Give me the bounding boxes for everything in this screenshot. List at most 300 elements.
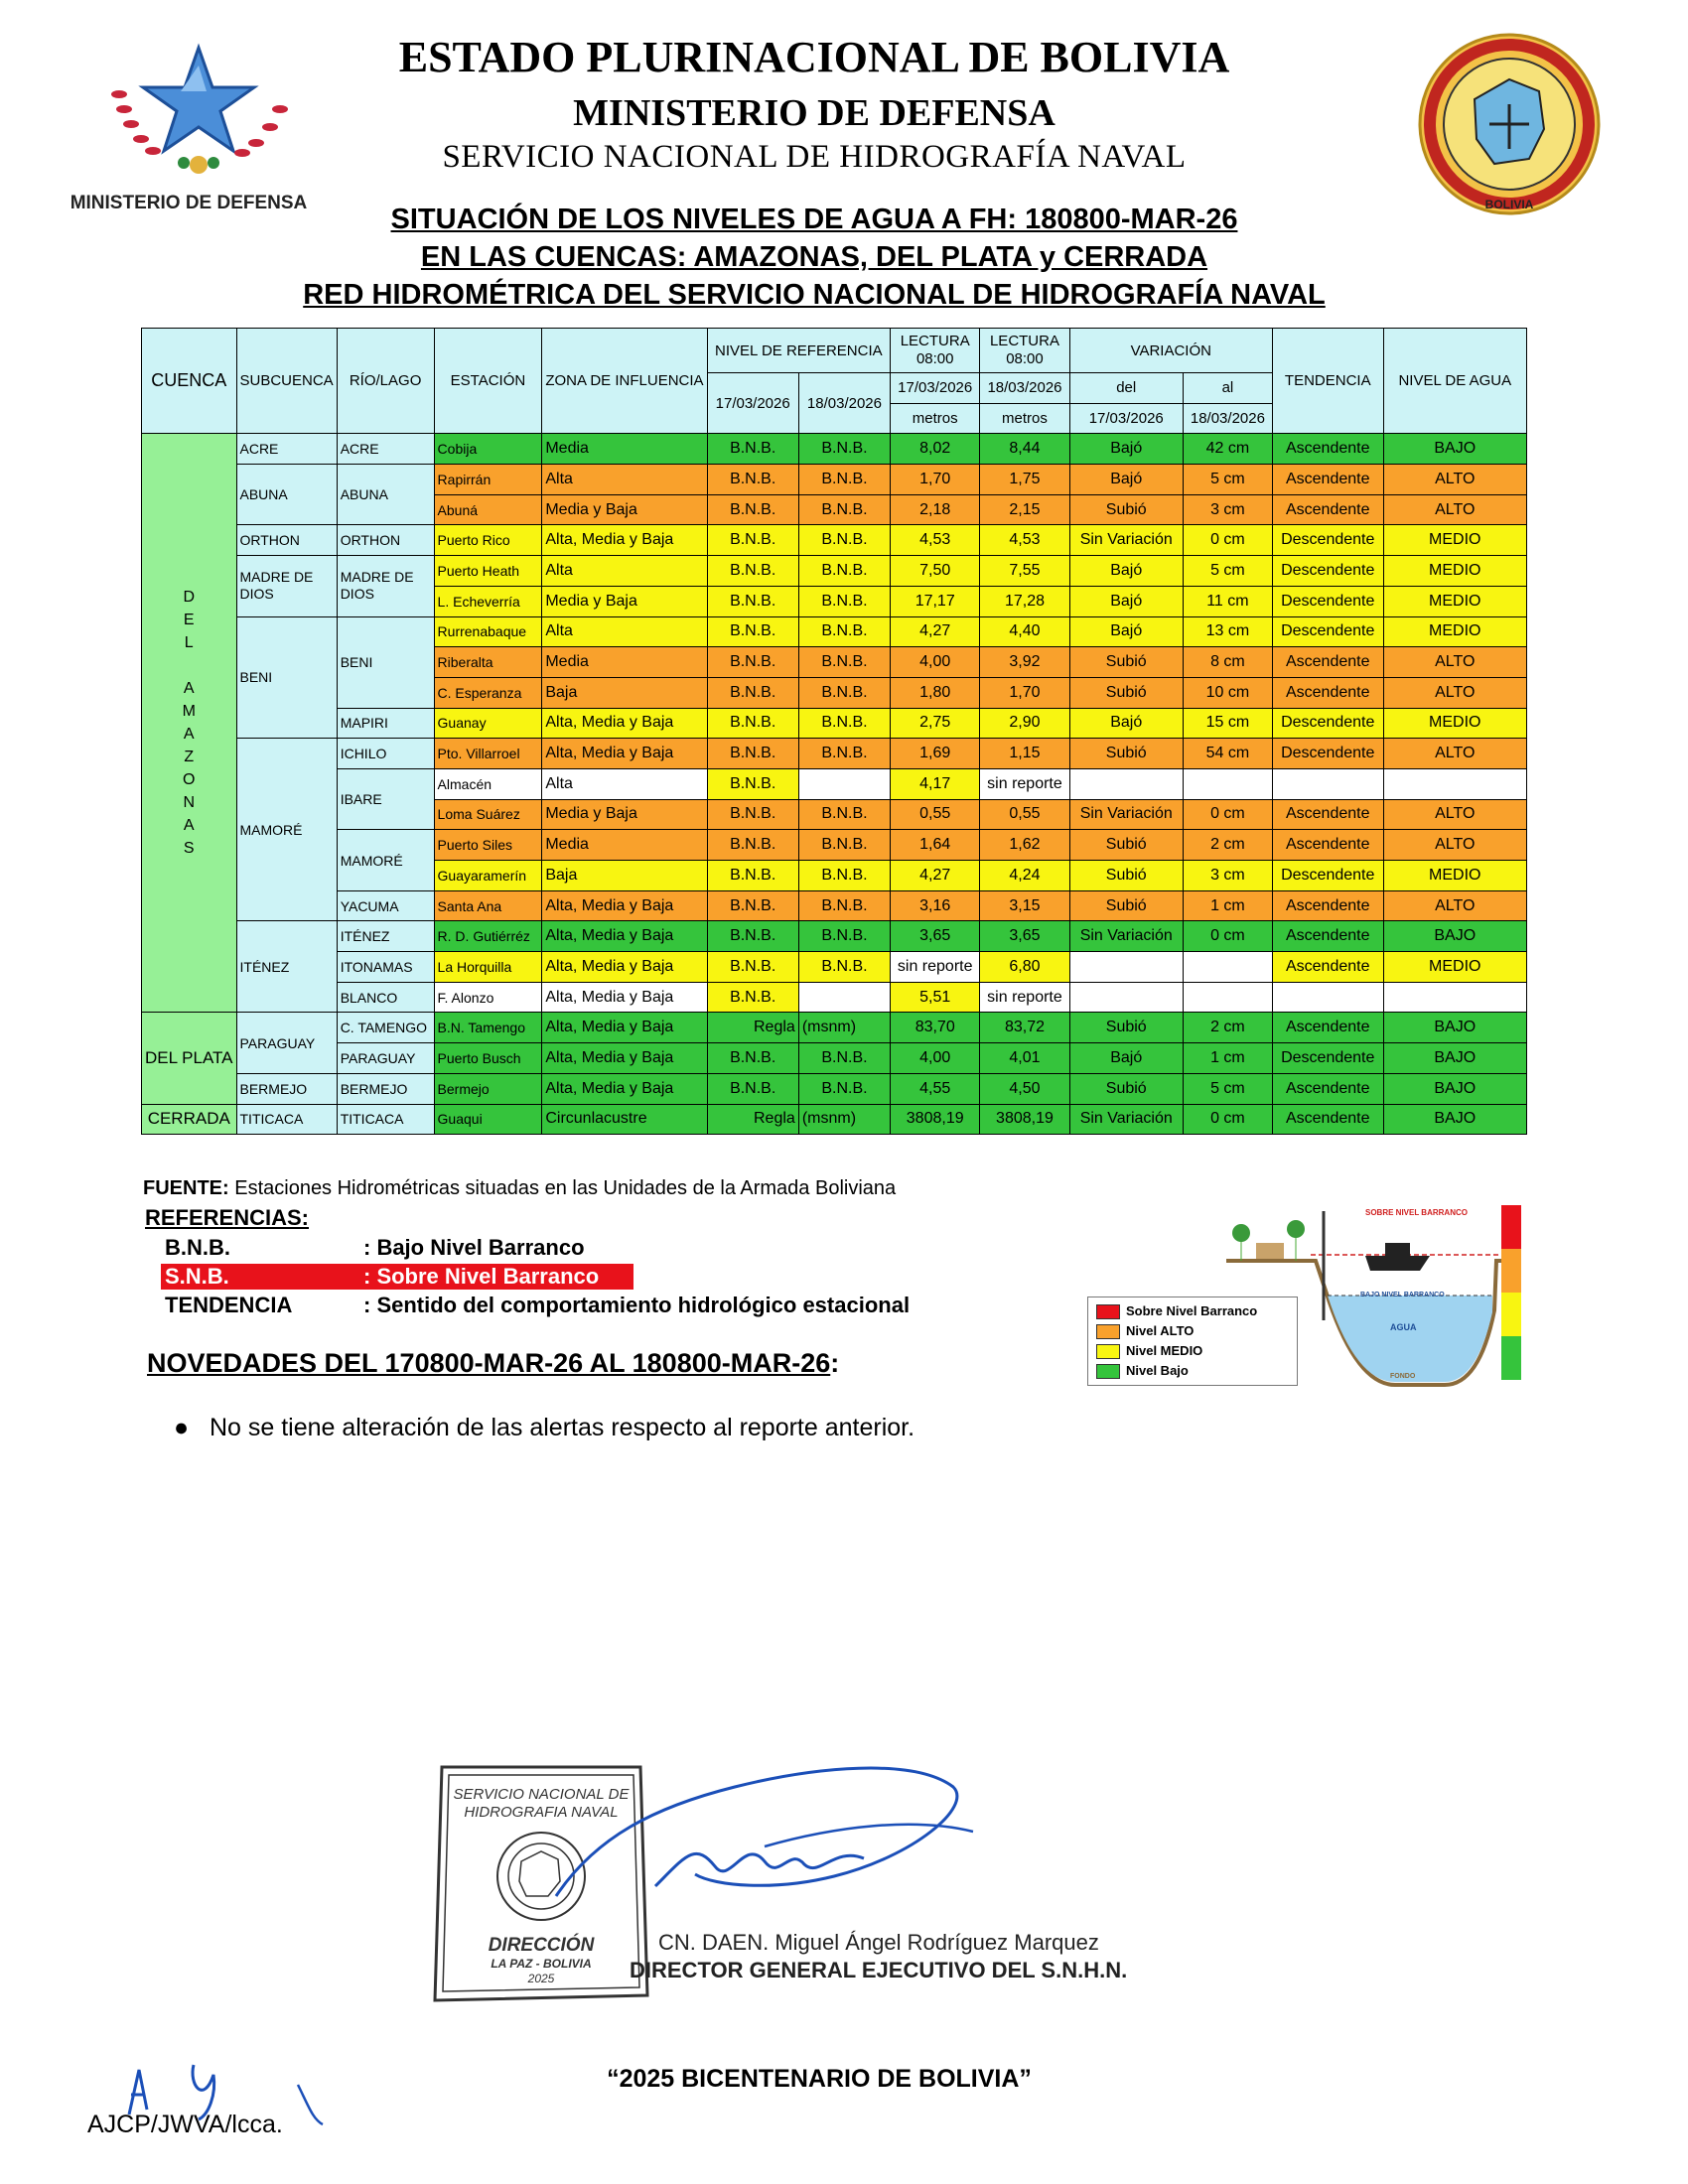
ref1: B.N.B.	[707, 708, 798, 739]
stamp-direction: DIRECCIÓN	[488, 1935, 595, 1956]
ref-snb-key: S.N.B.	[165, 1264, 229, 1289]
ref2: B.N.B.	[798, 799, 890, 830]
basin-del-plata: DEL PLATA	[142, 1013, 237, 1104]
variation-al: 0 cm	[1183, 1104, 1272, 1135]
subbasin: ITÉNEZ	[236, 921, 337, 1013]
zone: Alta, Media y Baja	[542, 739, 707, 769]
hdr-metros: metros	[891, 403, 980, 434]
reading1: 5,51	[891, 982, 980, 1013]
trend: Ascendente	[1272, 434, 1383, 465]
zone: Baja	[542, 677, 707, 708]
col-variacion: VARIACIÓN	[1069, 329, 1272, 373]
station: Abuná	[434, 494, 542, 525]
variation-al: 2 cm	[1183, 830, 1272, 861]
variation-al: 54 cm	[1183, 739, 1272, 769]
reading1: 2,18	[891, 494, 980, 525]
logo-caption: MINISTERIO DE DEFENSA	[70, 193, 308, 213]
ref1: B.N.B.	[707, 434, 798, 465]
ref2: B.N.B.	[798, 921, 890, 952]
ref1: Regla	[707, 1104, 798, 1135]
ref2: B.N.B.	[798, 830, 890, 861]
station: F. Alonzo	[434, 982, 542, 1013]
variation: Subió	[1069, 1013, 1183, 1043]
reading1: 4,00	[891, 1043, 980, 1074]
col-nivel-agua: NIVEL DE AGUA	[1383, 329, 1526, 434]
basin-cerrada: CERRADA	[142, 1104, 237, 1135]
river: YACUMA	[337, 890, 434, 921]
variation-al: 42 cm	[1183, 434, 1272, 465]
legend-item	[1096, 1343, 1202, 1359]
station: Guanay	[434, 708, 542, 739]
report-title-line1: SITUACIÓN DE LOS NIVELES DE AGUA A FH: 180800-MAR-26	[390, 204, 1238, 235]
station: Guaqui	[434, 1104, 542, 1135]
ref1: B.N.B.	[707, 677, 798, 708]
water-level	[1383, 768, 1526, 799]
station: L. Echeverría	[434, 586, 542, 616]
variation: Bajó	[1069, 586, 1183, 616]
trend: Ascendente	[1272, 921, 1383, 952]
zone: Alta, Media y Baja	[542, 1013, 707, 1043]
water-level: MEDIO	[1383, 525, 1526, 556]
variation-al: 5 cm	[1183, 556, 1272, 587]
reading2: 0,55	[980, 799, 1069, 830]
river: ICHILO	[337, 739, 434, 769]
variation: Subió	[1069, 494, 1183, 525]
subbasin: ORTHON	[236, 525, 337, 556]
river: ORTHON	[337, 525, 434, 556]
zone: Alta, Media y Baja	[542, 952, 707, 983]
ref2	[798, 768, 890, 799]
signer-role: DIRECTOR GENERAL EJECUTIVO DEL S.N.H.N.	[630, 1958, 1128, 1982]
legend-label: Nivel Bajo	[1126, 1363, 1189, 1378]
signer-name: CN. DAEN. Miguel Ángel Rodríguez Marquez	[658, 1930, 1099, 1955]
reading1: 2,75	[891, 708, 980, 739]
variation: Subió	[1069, 647, 1183, 678]
ref2: B.N.B.	[798, 677, 890, 708]
river: BENI	[337, 616, 434, 708]
reading2: 8,44	[980, 434, 1069, 465]
water-level: BAJO	[1383, 1104, 1526, 1135]
ref1: B.N.B.	[707, 768, 798, 799]
water-level	[1383, 982, 1526, 1013]
variation: Bajó	[1069, 1043, 1183, 1074]
diagram-label-bajo: BAJO NIVEL BARRANCO	[1360, 1292, 1445, 1298]
river: MAMORÉ	[337, 830, 434, 890]
diagram-label-agua: AGUA	[1390, 1322, 1417, 1332]
ref2: (msnm)	[798, 1013, 890, 1043]
river: IBARE	[337, 768, 434, 829]
diagram-label-sobre: SOBRE NIVEL BARRANCO	[1365, 1208, 1468, 1217]
col-lectura2: LECTURA 08:00	[980, 329, 1069, 373]
zone: Alta, Media y Baja	[542, 1043, 707, 1074]
variation-al: 2 cm	[1183, 1013, 1272, 1043]
variation: Bajó	[1069, 556, 1183, 587]
reading1: 8,02	[891, 434, 980, 465]
ref1: B.N.B.	[707, 494, 798, 525]
ref1: B.N.B.	[707, 556, 798, 587]
ref2: B.N.B.	[798, 465, 890, 495]
variation-al	[1183, 768, 1272, 799]
water-level: ALTO	[1383, 739, 1526, 769]
hdr-date: 18/03/2026	[798, 373, 890, 434]
station: Puerto Siles	[434, 830, 542, 861]
svg-text:SERVICIO NACIONAL DE: SERVICIO NACIONAL DE	[453, 1786, 630, 1803]
variation-al: 3 cm	[1183, 861, 1272, 891]
trend: Ascendente	[1272, 830, 1383, 861]
zone: Media	[542, 830, 707, 861]
variation: Sin Variación	[1069, 525, 1183, 556]
subbasin: BERMEJO	[236, 1073, 337, 1104]
subbasin: MADRE DE DIOS	[236, 556, 337, 616]
variation-al: 11 cm	[1183, 586, 1272, 616]
references-heading	[145, 1205, 309, 1231]
col-zona: ZONA DE INFLUENCIA	[542, 329, 707, 434]
legend-label: Nivel MEDIO	[1126, 1343, 1203, 1358]
reading1: 83,70	[891, 1013, 980, 1043]
hdr-del: del	[1069, 373, 1183, 404]
hdr-date: 18/03/2026	[980, 373, 1069, 404]
trend: Descendente	[1272, 586, 1383, 616]
zone: Alta, Media y Baja	[542, 708, 707, 739]
station: Pto. Villarroel	[434, 739, 542, 769]
ref1: Regla	[707, 1013, 798, 1043]
station: La Horquilla	[434, 952, 542, 983]
source-note	[143, 1177, 896, 1200]
subbasin: PARAGUAY	[236, 1013, 337, 1073]
reading2: 3,65	[980, 921, 1069, 952]
reading2: 3,92	[980, 647, 1069, 678]
stamp-year: 2025	[527, 1972, 555, 1985]
river: PARAGUAY	[337, 1043, 434, 1074]
hdr-date: 17/03/2026	[891, 373, 980, 404]
river: BERMEJO	[337, 1073, 434, 1104]
ref2: B.N.B.	[798, 616, 890, 647]
variation-al: 5 cm	[1183, 465, 1272, 495]
ref-tend-value: : Sentido del comportamiento hidrológico estacional	[363, 1293, 911, 1317]
variation-al: 1 cm	[1183, 890, 1272, 921]
river: BLANCO	[337, 982, 434, 1013]
reading1: 1,69	[891, 739, 980, 769]
handwritten-signature	[536, 1747, 993, 1906]
reading2: sin reporte	[980, 982, 1069, 1013]
ref2: B.N.B.	[798, 494, 890, 525]
trend: Descendente	[1272, 708, 1383, 739]
legend-item	[1096, 1363, 1189, 1379]
zone: Alta, Media y Baja	[542, 525, 707, 556]
zone: Alta	[542, 465, 707, 495]
news-item-text: No se tiene alteración de las alertas respecto al reporte anterior.	[209, 1414, 915, 1441]
trend: Ascendente	[1272, 1073, 1383, 1104]
reading1: 4,00	[891, 647, 980, 678]
reading2: 3,15	[980, 890, 1069, 921]
reading2: 1,75	[980, 465, 1069, 495]
level-legend	[1087, 1297, 1298, 1386]
reading2: 1,62	[980, 830, 1069, 861]
ref1: B.N.B.	[707, 1073, 798, 1104]
subbasin: BENI	[236, 616, 337, 739]
trend	[1272, 768, 1383, 799]
hdr-al: al	[1183, 373, 1272, 404]
station: Almacén	[434, 768, 542, 799]
zone: Alta, Media y Baja	[542, 890, 707, 921]
trend: Descendente	[1272, 861, 1383, 891]
water-level: BAJO	[1383, 434, 1526, 465]
level-bar-orange	[1501, 1249, 1521, 1293]
zone: Alta, Media y Baja	[542, 982, 707, 1013]
reading1: 7,50	[891, 556, 980, 587]
station: Guayaramerín	[434, 861, 542, 891]
water-level: MEDIO	[1383, 586, 1526, 616]
motto: “2025 BICENTENARIO DE BOLIVIA”	[607, 2065, 1032, 2093]
station: Bermejo	[434, 1073, 542, 1104]
water-level: ALTO	[1383, 830, 1526, 861]
col-cuenca: CUENCA	[142, 329, 237, 434]
reading2: 7,55	[980, 556, 1069, 587]
variation-al	[1183, 982, 1272, 1013]
variation-al	[1183, 952, 1272, 983]
ref2: B.N.B.	[798, 861, 890, 891]
house-icon	[1256, 1243, 1284, 1259]
zone: Media	[542, 434, 707, 465]
reading2: 1,15	[980, 739, 1069, 769]
reading1: 1,64	[891, 830, 980, 861]
variation: Sin Variación	[1069, 799, 1183, 830]
reading1: 0,55	[891, 799, 980, 830]
legend-swatch	[1096, 1344, 1120, 1359]
reading1: 3,16	[891, 890, 980, 921]
ref2: (msnm)	[798, 1104, 890, 1135]
water-level: ALTO	[1383, 677, 1526, 708]
ref2: B.N.B.	[798, 647, 890, 678]
water-level: MEDIO	[1383, 616, 1526, 647]
ref2: B.N.B.	[798, 525, 890, 556]
legend-label: Nivel ALTO	[1126, 1323, 1195, 1338]
zone: Media	[542, 647, 707, 678]
variation: Subió	[1069, 890, 1183, 921]
col-estacion: ESTACIÓN	[434, 329, 542, 434]
reading1: 4,55	[891, 1073, 980, 1104]
station: Loma Suárez	[434, 799, 542, 830]
col-subcuenca: SUBCUENCA	[236, 329, 337, 434]
ref1: B.N.B.	[707, 921, 798, 952]
level-bar-yellow	[1501, 1293, 1521, 1336]
trend: Ascendente	[1272, 890, 1383, 921]
water-level: ALTO	[1383, 494, 1526, 525]
ref-tend-key: TENDENCIA	[165, 1293, 293, 1317]
ref1: B.N.B.	[707, 739, 798, 769]
ref1: B.N.B.	[707, 830, 798, 861]
variation: Bajó	[1069, 434, 1183, 465]
ref1: B.N.B.	[707, 1043, 798, 1074]
trend: Ascendente	[1272, 799, 1383, 830]
legend-swatch	[1096, 1364, 1120, 1379]
zone: Alta, Media y Baja	[542, 921, 707, 952]
ref2: B.N.B.	[798, 434, 890, 465]
variation-al: 15 cm	[1183, 708, 1272, 739]
diagram-label-fondo: FONDO	[1390, 1373, 1416, 1380]
trend	[1272, 982, 1383, 1013]
reading2: 4,53	[980, 525, 1069, 556]
variation: Subió	[1069, 1073, 1183, 1104]
river: ACRE	[337, 434, 434, 465]
reading2: 83,72	[980, 1013, 1069, 1043]
water-level: MEDIO	[1383, 556, 1526, 587]
ref1: B.N.B.	[707, 586, 798, 616]
reading1: 4,27	[891, 861, 980, 891]
variation-al: 0 cm	[1183, 799, 1272, 830]
river: MADRE DE DIOS	[337, 556, 434, 616]
variation	[1069, 768, 1183, 799]
river: C. TAMENGO	[337, 1013, 434, 1043]
svg-text:HIDROGRAFIA NAVAL: HIDROGRAFIA NAVAL	[464, 1804, 619, 1821]
variation-al: 8 cm	[1183, 647, 1272, 678]
station: C. Esperanza	[434, 677, 542, 708]
water-level: MEDIO	[1383, 861, 1526, 891]
ref2: B.N.B.	[798, 890, 890, 921]
reading1: 4,17	[891, 768, 980, 799]
station: Puerto Rico	[434, 525, 542, 556]
reading2: 1,70	[980, 677, 1069, 708]
trend: Descendente	[1272, 616, 1383, 647]
station: Riberalta	[434, 647, 542, 678]
subbasin: ACRE	[236, 434, 337, 465]
ref2: B.N.B.	[798, 1073, 890, 1104]
ref1: B.N.B.	[707, 465, 798, 495]
reading2: 3808,19	[980, 1104, 1069, 1135]
reading1: sin reporte	[891, 952, 980, 983]
subbasin: ABUNA	[236, 465, 337, 525]
legend-label: Sobre Nivel Barranco	[1126, 1303, 1258, 1318]
reading1: 4,53	[891, 525, 980, 556]
river: TITICACA	[337, 1104, 434, 1135]
ref1: B.N.B.	[707, 799, 798, 830]
header-service: SERVICIO NACIONAL DE HIDROGRAFÍA NAVAL	[442, 139, 1187, 175]
ref-bnb-key: B.N.B.	[165, 1235, 230, 1260]
header-country: ESTADO PLURINACIONAL DE BOLIVIA	[398, 33, 1230, 81]
source-text: Estaciones Hidrométricas situadas en las Unidades de la Armada Boliviana	[228, 1177, 897, 1199]
legend-swatch	[1096, 1324, 1120, 1339]
reading2: 2,15	[980, 494, 1069, 525]
ref2: B.N.B.	[798, 739, 890, 769]
variation	[1069, 982, 1183, 1013]
stamp-city: LA PAZ - BOLIVIA	[491, 1957, 592, 1971]
trend: Descendente	[1272, 525, 1383, 556]
variation-al: 0 cm	[1183, 921, 1272, 952]
reading1: 3808,19	[891, 1104, 980, 1135]
zone: Alta, Media y Baja	[542, 1073, 707, 1104]
bullet-icon: ●	[174, 1414, 210, 1441]
reading2: 4,24	[980, 861, 1069, 891]
report-title-line3: RED HIDROMÉTRICA DEL SERVICIO NACIONAL DE HIDROGRAFÍA NAVAL	[303, 279, 1326, 311]
water-levels-table	[141, 328, 1527, 1135]
reading2: 17,28	[980, 586, 1069, 616]
station: Rurrenabaque	[434, 616, 542, 647]
trend: Ascendente	[1272, 952, 1383, 983]
variation-al: 3 cm	[1183, 494, 1272, 525]
station: Puerto Heath	[434, 556, 542, 587]
ref2: B.N.B.	[798, 952, 890, 983]
col-tendencia: TENDENCIA	[1272, 329, 1383, 434]
zone: Alta	[542, 768, 707, 799]
zone: Media y Baja	[542, 799, 707, 830]
hdr-metros: metros	[980, 403, 1069, 434]
ref1: B.N.B.	[707, 982, 798, 1013]
subbasin: TITICACA	[236, 1104, 337, 1135]
variation-al: 0 cm	[1183, 525, 1272, 556]
variation-al: 1 cm	[1183, 1043, 1272, 1074]
report-title-line2: EN LAS CUENCAS: AMAZONAS, DEL PLATA y CERRADA	[420, 241, 1208, 273]
ref2: B.N.B.	[798, 708, 890, 739]
col-nivel-ref: NIVEL DE REFERENCIA	[707, 329, 891, 373]
ref2: B.N.B.	[798, 586, 890, 616]
news-item	[174, 1414, 914, 1442]
water-level: BAJO	[1383, 1013, 1526, 1043]
river: ITONAMAS	[337, 952, 434, 983]
water-level: ALTO	[1383, 647, 1526, 678]
level-bar-green	[1501, 1336, 1521, 1380]
reading2: 4,50	[980, 1073, 1069, 1104]
reading1: 4,27	[891, 616, 980, 647]
trend: Ascendente	[1272, 1013, 1383, 1043]
variation: Subió	[1069, 739, 1183, 769]
trend: Descendente	[1272, 1043, 1383, 1074]
variation: Bajó	[1069, 465, 1183, 495]
river: ITÉNEZ	[337, 921, 434, 952]
variation: Bajó	[1069, 616, 1183, 647]
subbasin: MAMORÉ	[236, 739, 337, 921]
variation	[1069, 952, 1183, 983]
col-rio: RÍO/LAGO	[337, 329, 434, 434]
legend-item	[1096, 1323, 1194, 1339]
ref1: B.N.B.	[707, 890, 798, 921]
ref-snb-value: : Sobre Nivel Barranco	[363, 1264, 600, 1289]
ref1: B.N.B.	[707, 861, 798, 891]
zone: Media y Baja	[542, 494, 707, 525]
hdr-date: 18/03/2026	[1183, 403, 1272, 434]
header-ministry: MINISTERIO DE DEFENSA	[573, 92, 1055, 134]
trend: Ascendente	[1272, 465, 1383, 495]
variation: Sin Variación	[1069, 1104, 1183, 1135]
reading2: sin reporte	[980, 768, 1069, 799]
variation-al: 5 cm	[1183, 1073, 1272, 1104]
water-level: BAJO	[1383, 921, 1526, 952]
water-level: MEDIO	[1383, 708, 1526, 739]
zone: Alta	[542, 616, 707, 647]
ref1: B.N.B.	[707, 952, 798, 983]
water-level: MEDIO	[1383, 952, 1526, 983]
zone: Baja	[542, 861, 707, 891]
trend: Ascendente	[1272, 677, 1383, 708]
news-heading-text: NOVEDADES DEL 170800-MAR-26 AL 180800-MAR-26	[147, 1348, 831, 1378]
trend: Ascendente	[1272, 494, 1383, 525]
water-level: ALTO	[1383, 890, 1526, 921]
hdr-date: 17/03/2026	[1069, 403, 1183, 434]
reading1: 1,70	[891, 465, 980, 495]
reading1: 17,17	[891, 586, 980, 616]
reading2: 4,01	[980, 1043, 1069, 1074]
trend: Ascendente	[1272, 1104, 1383, 1135]
river: ABUNA	[337, 465, 434, 525]
water-level: ALTO	[1383, 465, 1526, 495]
ref1: B.N.B.	[707, 525, 798, 556]
ref2	[798, 982, 890, 1013]
water-level: BAJO	[1383, 1043, 1526, 1074]
ref2: B.N.B.	[798, 1043, 890, 1074]
river: MAPIRI	[337, 708, 434, 739]
variation: Bajó	[1069, 708, 1183, 739]
legend-item	[1096, 1303, 1257, 1319]
level-bar-red	[1501, 1205, 1521, 1249]
